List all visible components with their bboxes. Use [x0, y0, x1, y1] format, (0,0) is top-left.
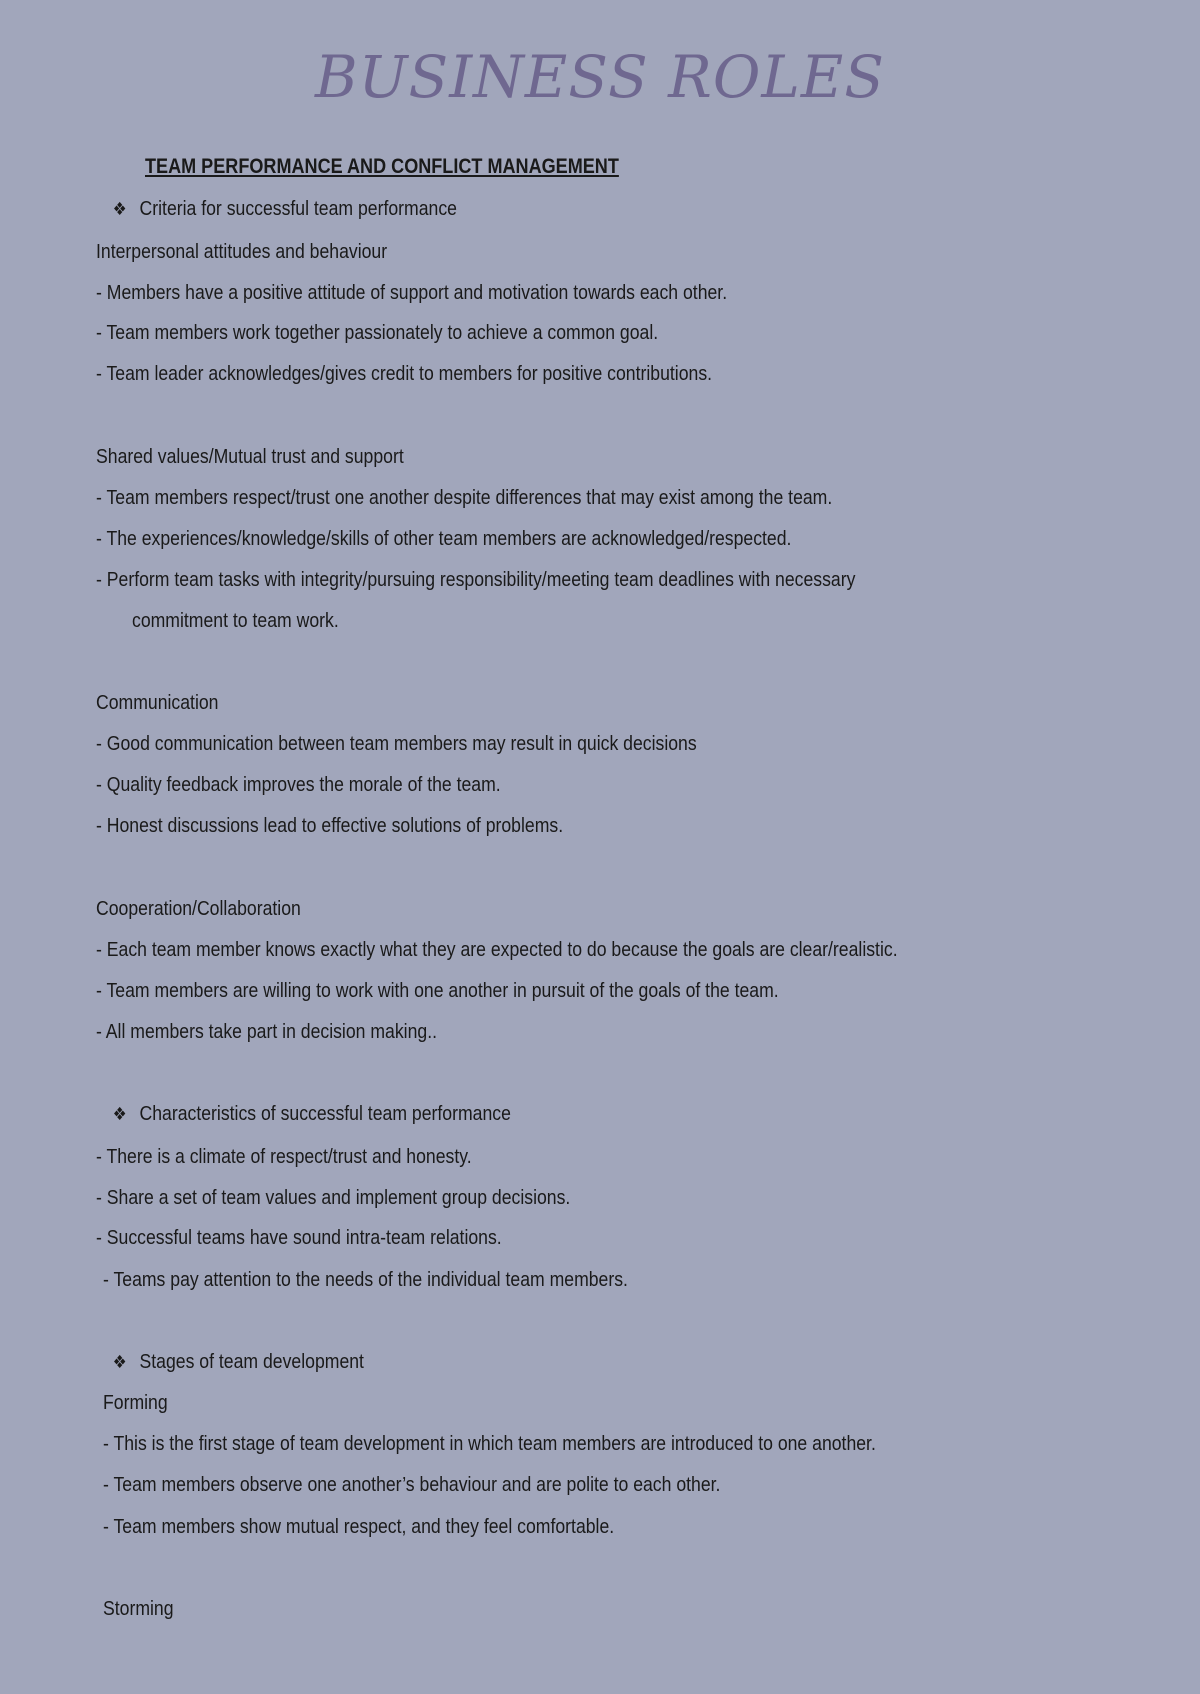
characteristics-label: Characteristics of successful team performance	[139, 1102, 511, 1125]
list-item: - Members have a positive attitude of support and motivation towards each other.	[96, 281, 728, 304]
cooperation-title: Cooperation/Collaboration	[96, 897, 301, 920]
shared-values-title: Shared values/Mutual trust and support	[96, 445, 404, 468]
list-item: - Team members respect/trust one another despite differences that may exist among the team.	[96, 486, 833, 509]
page-title: BUSINESS ROLES	[315, 43, 885, 111]
list-item: - Team leader acknowledges/gives credit to members for positive contributions.	[96, 362, 713, 385]
list-item: - There is a climate of respect/trust and honesty.	[96, 1145, 472, 1168]
storming-title: Storming	[103, 1597, 174, 1620]
diamond-bullet-icon: ❖	[112, 1104, 127, 1124]
section-heading: TEAM PERFORMANCE AND CONFLICT MANAGEMENT	[145, 155, 619, 178]
list-item: - Good communication between team members may result in quick decisions	[96, 732, 697, 755]
list-item: - Teams pay attention to the needs of the individual team members.	[103, 1268, 628, 1291]
characteristics-bullet	[112, 1101, 511, 1127]
list-item: - This is the first stage of team development in which team members are introduced to one another.	[103, 1432, 876, 1455]
criteria-label: Criteria for successful team performance	[139, 197, 457, 220]
criteria-bullet	[112, 196, 457, 222]
list-item-continuation: commitment to team work.	[132, 609, 339, 632]
interpersonal-title: Interpersonal attitudes and behaviour	[96, 240, 388, 263]
list-item: - Perform team tasks with integrity/pursuing responsibility/meeting team deadlines with necessary	[96, 568, 856, 591]
list-item: - The experiences/knowledge/skills of other team members are acknowledged/respected.	[96, 527, 792, 550]
stages-bullet	[112, 1349, 364, 1375]
list-item: - Share a set of team values and implement group decisions.	[96, 1186, 571, 1209]
stages-label: Stages of team development	[139, 1350, 364, 1373]
list-item: - Honest discussions lead to effective solutions of problems.	[96, 814, 564, 837]
diamond-bullet-icon: ❖	[112, 1352, 127, 1372]
forming-title: Forming	[103, 1391, 168, 1414]
list-item: - Quality feedback improves the morale of the team.	[96, 773, 501, 796]
list-item: - Each team member knows exactly what they are expected to do because the goals are clear/realistic.	[96, 938, 898, 961]
list-item: - Team members work together passionately to achieve a common goal.	[96, 321, 659, 344]
diamond-bullet-icon: ❖	[112, 199, 127, 219]
list-item: - Team members observe one another’s behaviour and are polite to each other.	[103, 1473, 721, 1496]
list-item: - Successful teams have sound intra-team relations.	[96, 1226, 502, 1249]
list-item: - All members take part in decision making..	[96, 1020, 437, 1043]
list-item: - Team members show mutual respect, and they feel comfortable.	[103, 1515, 615, 1538]
communication-title: Communication	[96, 691, 219, 714]
list-item: - Team members are willing to work with one another in pursuit of the goals of the team.	[96, 979, 779, 1002]
